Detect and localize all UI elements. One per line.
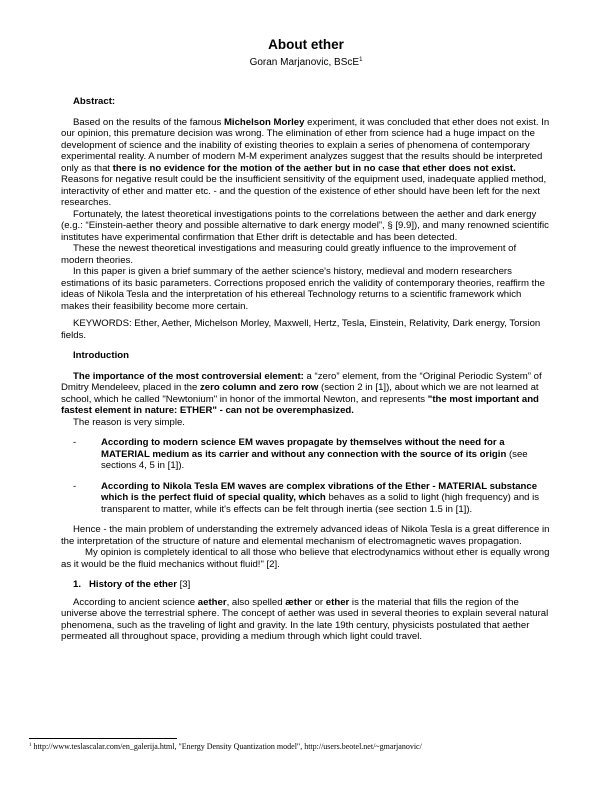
section-1-ref: [3]: [176, 579, 191, 590]
intro-p1-text-a: a “zero” element, from the “Original Periodic System” of Dmitry Mendeleev, placed in the: [61, 370, 542, 393]
abstract-p1-text-b: experiment, it was concluded that ether does not exist. In our opinion, this premature decision was wrong. The elimination of ether from science had a huge impact on the development of science and the inability of existing theories to explain a series of phenomena of contemporary experimental reality. A number of modern M-M experiment analyzes suggest that the results should be interpreted only as that: [61, 116, 550, 174]
intro-p1-text-b: (section 2 in [1]), about which we are not learned at school, which he called "Newtonium" in honor of the immortal Newton, and represents: [61, 382, 539, 405]
sec1-p1-bold-c: ether: [325, 596, 350, 608]
abstract-heading: Abstract:: [73, 96, 116, 107]
sec1-p1-text-b: , also spelled: [226, 596, 286, 608]
bullet-dash: -: [73, 437, 77, 448]
bullet-2-text: behaves as a solid to light (high frequency) and is transparent to matter, while it's effects can be felt through inertia (see section 1.5 in [1]).: [101, 492, 540, 515]
abstract-p1-bold-a: Michelson Morley: [223, 116, 305, 128]
author-name: Goran Marjanovic, BScE: [249, 57, 360, 68]
section-1-paragraph-1: [61, 597, 551, 643]
introduction-heading: Introduction: [73, 350, 129, 361]
bullet-dash: -: [73, 480, 77, 492]
bullet-list: [61, 437, 551, 515]
abstract-p1-text-c: Reasons for negative result could be the insufficient sensitivity of the equipment used, inadequate applied method, interactivity of ether and matter etc. - and the question of the existence of ether should have been left for the next researches.: [61, 174, 547, 208]
section-1-heading: [73, 579, 551, 591]
abstract-p1-text-a: Based on the results of the famous: [73, 116, 224, 128]
bullet-1-bold: According to modern science EM waves propagate by themselves without the need for a MATERIAL medium as its carrier and without any connection with the source of its origin: [101, 437, 507, 460]
section-1-number: 1.: [73, 579, 82, 590]
footnote: [29, 742, 589, 752]
sec1-p1-bold-b: æther: [285, 596, 312, 608]
intro-p1-bold-a: The importance of the most controversial element:: [73, 370, 304, 382]
introduction-paragraph-4: My opinion is completely identical to all those who believe that electrodynamics without ether is equally wrong as it would be the fluid mechanics without fluid!" [2].: [61, 547, 550, 570]
footnote-divider: [29, 738, 177, 739]
abstract-p1-bold-b: there is no evidence for the motion of the aether but in no case that ether does not exist.: [112, 162, 516, 174]
keywords: KEYWORDS: Ether, Aether, Michelson Morley, Maxwell, Hertz, Tesla, Einstein, Relativity, Dark energy, Torsion fields.: [61, 318, 541, 341]
sec1-p1-text-c: or: [311, 596, 326, 608]
introduction-paragraph-1: [61, 371, 551, 417]
section-1-title: History of the ether: [89, 579, 177, 590]
abstract-paragraph-2: Fortunately, the latest theoretical investigations points to the correlations between the aether and dark energy (e.g.: “Einstein-aether theory and possible alternative to dark energy model”, § [9.9]), and many renowned scientific institutes have experimental confirmation that Ether drift is detectable and has been detected.: [61, 208, 549, 243]
paper-title: About ether: [268, 37, 344, 52]
sec1-p1-text-d: is the material that fills the region of the universe above the terrestrial sphere. The concept of aether was used in several theories to explain several natural phenomena, such as the traveling of light and gravity. In the late 19th century, physicists postulated that aether permeated all throughout space, providing a medium through which light could travel.: [61, 596, 549, 642]
intro-p1-bold-c: "the most important and fastest element in nature: ETHER" - can not be overemphasized.: [61, 393, 539, 416]
list-item: [73, 481, 551, 516]
abstract-paragraph-1: [61, 117, 551, 209]
paper-body: [61, 96, 551, 643]
author-footnote-mark: 1: [359, 57, 363, 63]
bullet-1-text: (see sections 4, 5 in [1]).: [101, 448, 528, 471]
bullet-2-bold: According to Nikola Tesla EM waves are complex vibrations of the Ether - MATERIAL substance which is the perfect fluid of special quality, which: [101, 480, 538, 503]
intro-p1-bold-b: zero column and zero row: [200, 382, 319, 393]
introduction-paragraph-2: The reason is very simple.: [73, 416, 185, 428]
footnote-text: http://www.teslascalar.com/en_galerija.html, "Energy Density Quantization model", http://users.beotel.net/~gmarjanovic/: [31, 742, 422, 751]
sec1-p1-bold-a: aether: [197, 596, 227, 608]
introduction-paragraph-3: Hence - the main problem of understanding the extremely advanced ideas of Nikola Tesla is a great difference in the interpretation of the structure of nature and elemental mechanism of electromagnetic waves propagation.: [61, 524, 550, 547]
author-line: [0, 57, 612, 69]
list-item: [73, 437, 551, 472]
sec1-p1-text-a: According to ancient science: [73, 596, 198, 608]
abstract-paragraph-4: In this paper is given a brief summary of the aether science's history, medieval and modern researchers estimations of its basic parameters. Corrections proposed enrich the validity of contemporary theories, reaffirm the ideas of Nikola Tesla and the interpretation of his ethereal Technology returns to a scientific framework which makes their feasibility become more certain.: [61, 266, 545, 312]
footnote-mark: 1: [29, 743, 32, 748]
abstract-paragraph-3: These the newest theoretical investigations and measuring could greatly influence to the improvement of modern theories.: [61, 243, 517, 266]
